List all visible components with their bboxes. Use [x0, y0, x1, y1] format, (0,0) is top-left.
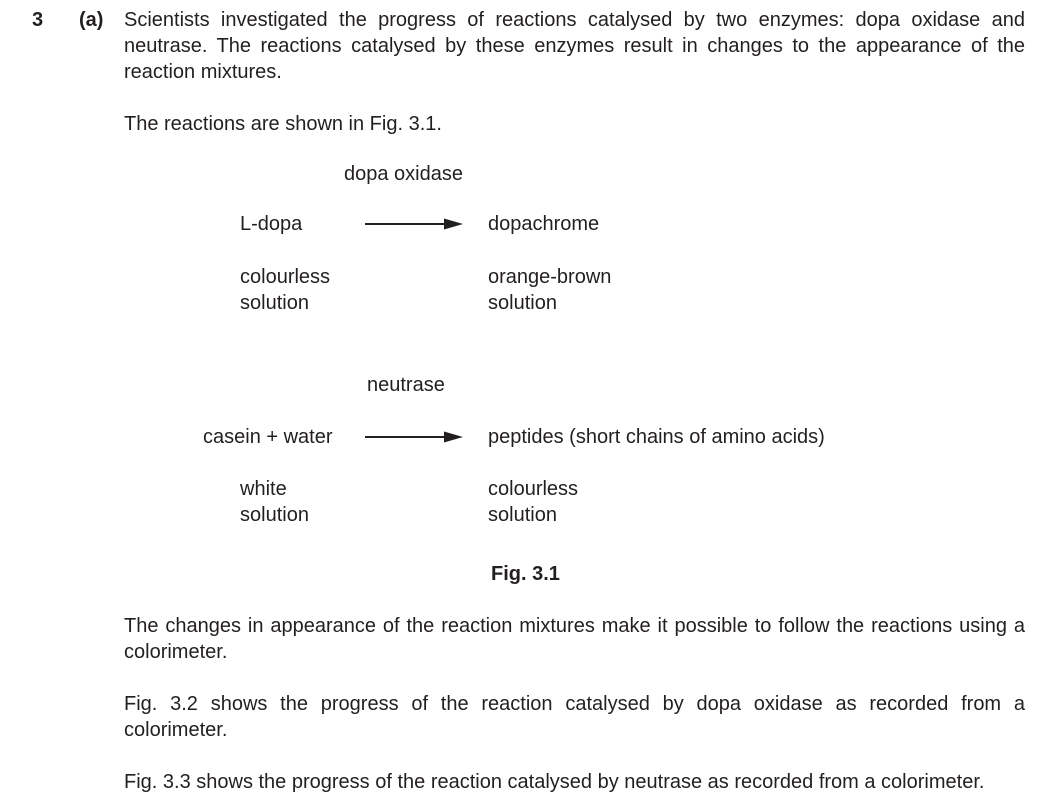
figure-caption: Fig. 3.1	[491, 563, 560, 585]
fig33-paragraph: Fig. 3.3 shows the progress of the reaction catalysed by neutrase as recorded from a colorimeter.	[124, 771, 985, 793]
product1-appearance-line1: orange-brown	[488, 266, 612, 288]
question-number: 3	[32, 9, 44, 31]
reactions-intro: The reactions are shown in Fig. 3.1.	[124, 113, 442, 135]
reaction-arrow-icon	[364, 217, 464, 231]
intro-paragraph: Scientists investigated the progress of reactions catalysed by two enzymes: dopa oxidase and neutrase. The reactions catalysed by these enzymes result in changes to the appearance of the reaction mixtures.	[124, 9, 1025, 83]
reactant1-appearance-line2: solution	[240, 292, 309, 314]
product2-appearance-line2: solution	[488, 504, 557, 526]
reactant-casein-water: casein + water	[203, 426, 333, 448]
fig32-paragraph: Fig. 3.2 shows the progress of the reaction catalysed by dopa oxidase as recorded from a colorimeter.	[124, 693, 1025, 741]
reaction-arrow-icon	[364, 430, 464, 444]
enzyme-label-dopa-oxidase: dopa oxidase	[344, 163, 463, 185]
product-dopachrome: dopachrome	[488, 213, 600, 235]
question-part-label: (a)	[79, 9, 104, 31]
reactant-l-dopa: L-dopa	[240, 213, 303, 235]
product2-appearance-line1: colourless	[488, 478, 579, 500]
reactant2-appearance-line1: white	[240, 478, 287, 500]
reactant1-appearance-line1: colourless	[240, 266, 331, 288]
reactant2-appearance-line2: solution	[240, 504, 309, 526]
enzyme-label-neutrase: neutrase	[367, 374, 445, 396]
product-peptides: peptides (short chains of amino acids)	[488, 426, 825, 448]
colorimeter-paragraph: The changes in appearance of the reaction mixtures make it possible to follow the reactions using a colorimeter.	[124, 615, 1025, 663]
product1-appearance-line2: solution	[488, 292, 557, 314]
